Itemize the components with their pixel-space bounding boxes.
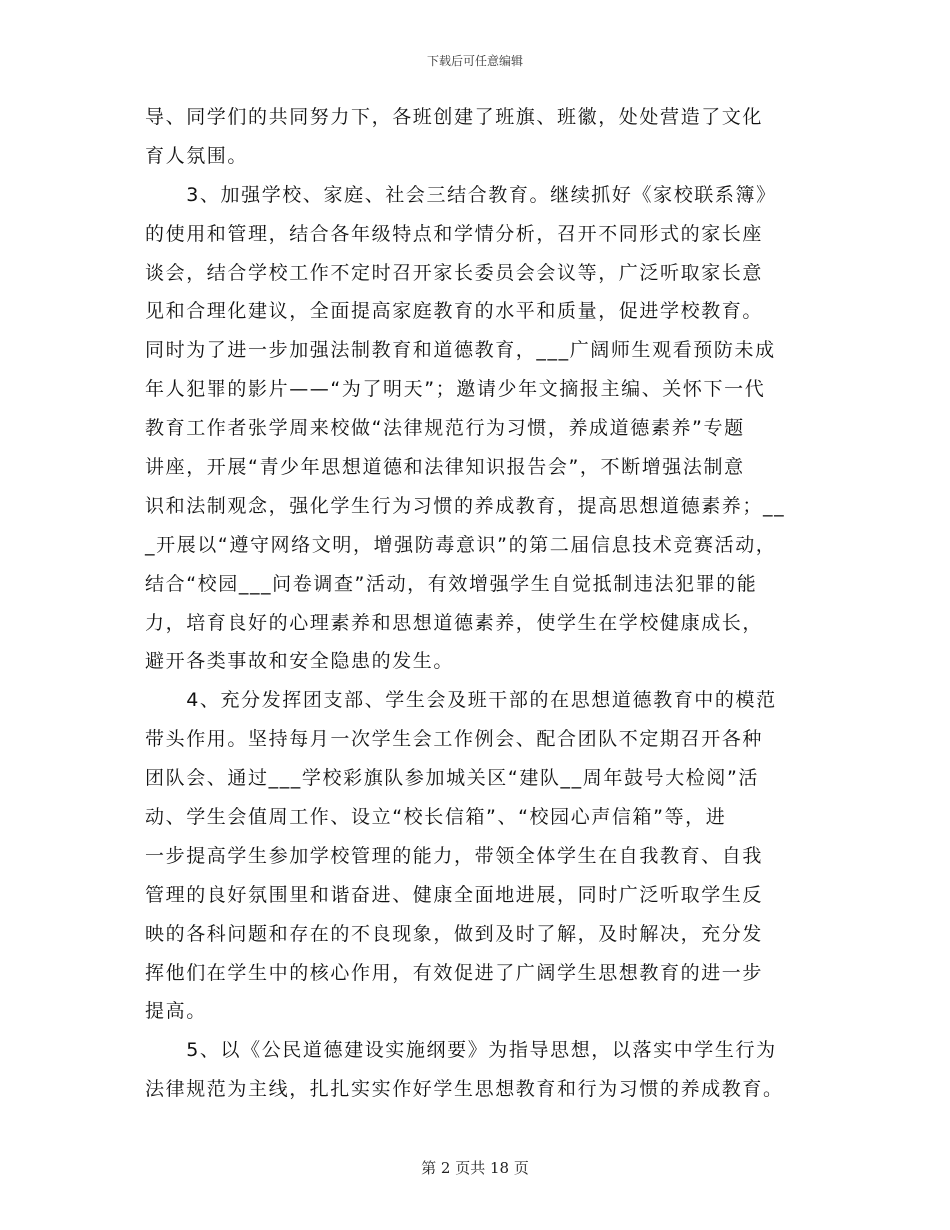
page-header: 下载后可任意编辑 — [426, 54, 523, 68]
text-line: 育人氛围。 — [145, 144, 249, 167]
text-line: 讲座，开展“青少年思想道德和法律知识报告会”，不断增强法制意 — [145, 456, 745, 479]
text-line: 挥他们在学生中的核心作用，有效促进了广阔学生思想教育的进一步 — [145, 961, 764, 984]
page-footer: 第 2 页共 18 页 — [421, 1159, 529, 1177]
text-line: 教育工作者张学周来校做“法律规范行为习惯，养成道德素养”专题 — [145, 417, 745, 440]
text-line: 见和合理化建议，全面提高家庭教育的水平和质量，促进学校教育。 — [145, 300, 764, 323]
text-line: 映的各科问题和存在的不良现象，做到及时了解，及时解决，充分发 — [145, 922, 764, 945]
text-line: 带头作用。坚持每月一次学生会工作例会、配合团队不定期召开各种 — [145, 728, 764, 751]
text-line: 提高。 — [145, 1000, 207, 1023]
text-line: 谈会，结合学校工作不定时召开家长委员会会议等，广泛听取家长意 — [145, 261, 764, 284]
text-line: 导、同学们的共同努力下，各班创建了班旗、班徽，处处营造了文化 — [145, 106, 764, 128]
text-line: 识和法制观念，强化学生行为习惯的养成教育，提高思想道德素养；__ — [145, 494, 786, 517]
text-line: 一步提高学生参加学校管理的能力，带领全体学生在自我教育、自我 — [145, 844, 764, 867]
text-line: 5、以《公民道德建设实施纲要》为指导思想，以落实中学生行为 — [145, 1039, 777, 1062]
text-line: 3、加强学校、家庭、社会三结合教育。继续抓好《家校联系簿》 — [145, 183, 777, 206]
text-line: 力，培育良好的心理素养和思想道德素养，使学生在学校健康成长， — [145, 611, 764, 634]
text-line: _开展以“遵守网络文明，增强防毒意识”的第二届信息技术竞赛活动， — [145, 533, 777, 556]
text-line: 年人犯罪的影片——“为了明天”；邀请少年文摘报主编、关怀下一代 — [145, 378, 766, 401]
text-line: 法律规范为主线，扎扎实实作好学生思想教育和行为习惯的养成教育。 — [145, 1078, 784, 1101]
document-body — [145, 98, 815, 1109]
text-line: 管理的良好氛围里和谐奋进、健康全面地进展，同时广泛听取学生反 — [145, 883, 764, 906]
text-line: 结合“校园___问卷调查”活动，有效增强学生自觉抵制违法犯罪的能 — [145, 572, 758, 595]
text-line: 的使用和管理，结合各年级特点和学情分析，召开不同形式的家长座 — [145, 222, 764, 245]
text-line: 避开各类事故和安全隐患的发生。 — [145, 650, 455, 673]
text-line: 动、学生会值周工作、设立“校长信箱”、“校园心声信箱”等，进 — [145, 806, 727, 829]
text-line: 团队会、通过___学校彩旗队参加城关区“建队__周年鼓号大检阅”活 — [145, 767, 759, 790]
text-line: 同时为了进一步加强法制教育和道德教育，___广阔师生观看预防未成 — [145, 339, 776, 362]
text-line: 4、充分发挥团支部、学生会及班干部的在思想道德教育中的模范 — [145, 689, 777, 712]
